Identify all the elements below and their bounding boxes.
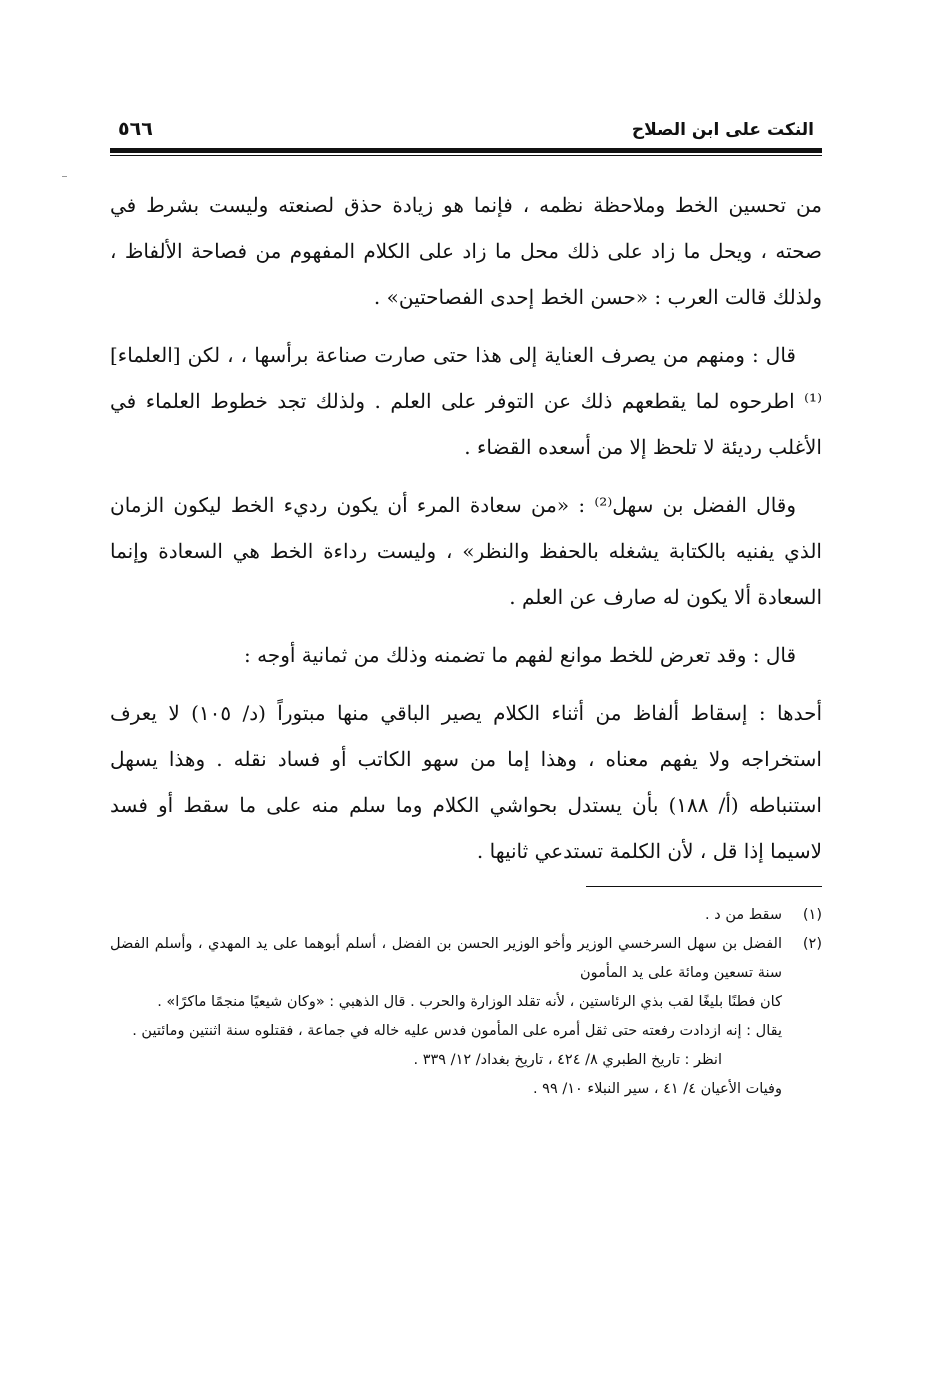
footnote-line: انظر : تاريخ الطبري ٨/ ٤٢٤ ، تاريخ بغداد/ ١٢/ ٣٣٩ .	[413, 1052, 722, 1068]
paragraph-5: أحدها : إسقاط ألفاظ من أثناء الكلام يصير الباقي منها مبتوراً (د/ ١٠٥) لا يعرف استخراجه ولا يفهم معناه ، وهذا إما من سهو الكاتب أو فساد نقله . وهذا يسهل استنباطه (أ/ ١٨٨) بأن يستدل بحواشي الكلام وما سلم منه على ما سقط أو فسد لاسيما إذا قل ، لأن الكلمة تستدعي ثانيها .	[110, 701, 822, 863]
paragraph-4: قال : وقد تعرض للخط موانع لفهم ما تضمنه وذلك من ثمانية أوجه :	[244, 643, 796, 667]
footnote-line: كان فطنًا بليغًا لقب بذي الرئاستين ، لأنه تقلد الوزارة والحرب . قال الذهبي : «وكان شيعيًا منجمًا ماكرًا» .	[157, 994, 782, 1010]
footnote-line: وفيات الأعيان ٤/ ٤١ ، سير النبلاء ١٠/ ٩٩ .	[532, 1081, 782, 1097]
running-header	[110, 110, 822, 140]
footnote-number: (٢)	[802, 936, 822, 952]
main-text	[110, 182, 822, 874]
paragraph-3: وقال الفضل بن سهل⁽²⁾ : «من سعادة المرء أن يكون رديء الخط ليكون الزمان الذي يفنيه بالكتابة يشغله بالحفظ والنظر» ، وليست رداءة الخط هي السعادة وإنما السعادة ألا يكون له صارف عن العلم .	[110, 493, 822, 609]
footnote-number: (١)	[802, 907, 822, 923]
footnote-body	[110, 901, 782, 930]
footnote-line: يقال : إنه ازدادت رفعته حتى ثقل أمره على المأمون فدس عليه خاله في جماعة ، فقتلوه سنة اثنتين ومائتين .	[132, 1023, 782, 1039]
paragraph-2: قال : ومنهم من يصرف العناية إلى هذا حتى صارت صناعة برأسها ، ، لكن [العلماء]⁽¹⁾ اطرحوه لما يقطعهم ذلك عن التوفر على العلم . ولذلك تجد خطوط العلماء في الأغلب رديئة لا تلحظ إلا من أسعده القضاء .	[110, 343, 822, 459]
footnotes	[110, 901, 822, 1104]
paragraph-1: من تحسين الخط وملاحظة نظمه ، فإنما هو زيادة حذق لصنعته وليست بشرط في صحته ، ويحل ما زاد على ذلك محل ما زاد على الكلام المفهوم من فصاحة الألفاظ ، ولذلك قالت العرب : «حسن الخط إحدى الفصاحتين» .	[110, 193, 822, 309]
footnote-body	[110, 930, 782, 1104]
footnote-1	[110, 901, 822, 930]
header-rule-thick	[110, 148, 822, 153]
page-number: ٥٦٦	[118, 118, 153, 140]
header-rule-thin	[110, 155, 822, 156]
book-title: النكت على ابن الصلاح	[631, 120, 814, 140]
footnote-2	[110, 930, 822, 1104]
footnote-line: سقط من د .	[705, 907, 782, 923]
page	[110, 110, 822, 1104]
footnote-separator	[586, 886, 822, 887]
footnote-line: الفضل بن سهل السرخسي الوزير وأخو الوزير الحسن بن الفضل ، أسلم أبوهما على يد المهدي ، وأسلم الفضل سنة تسعين ومائة على يد المأمون	[110, 936, 782, 981]
margin-mark	[62, 176, 67, 177]
